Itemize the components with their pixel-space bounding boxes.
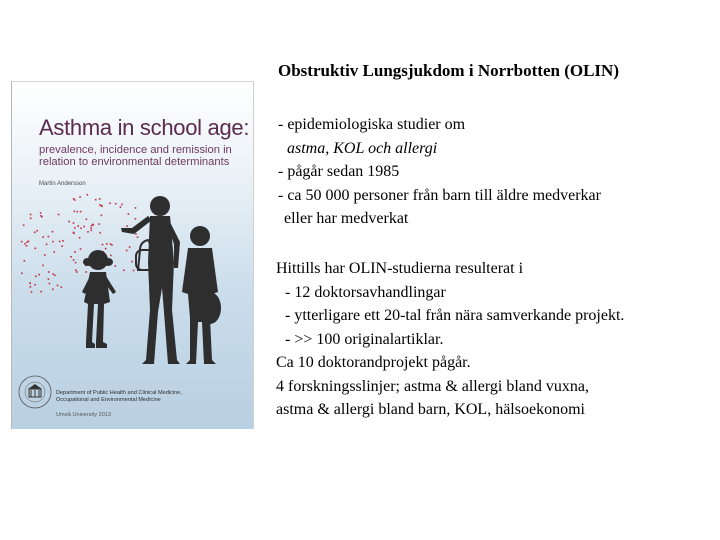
particle-dot bbox=[115, 203, 117, 205]
particle-dot bbox=[85, 271, 87, 273]
children-silhouette-illustration bbox=[12, 192, 253, 372]
particle-dot bbox=[26, 245, 28, 247]
particle-dot bbox=[73, 232, 75, 234]
particle-dot bbox=[133, 270, 135, 272]
cover-subtitle: prevalence, incidence and remission in relation to environmental determinants bbox=[39, 144, 232, 169]
particle-dot bbox=[54, 251, 56, 253]
particle-dot bbox=[46, 244, 48, 246]
particle-dot bbox=[23, 224, 25, 226]
particle-dot bbox=[36, 230, 38, 232]
particle-dot bbox=[80, 228, 82, 230]
particle-dot bbox=[101, 215, 103, 217]
particle-dot bbox=[52, 273, 54, 275]
text-line: - >> 100 originalartiklar. bbox=[285, 330, 444, 348]
particle-dot bbox=[58, 214, 60, 216]
cover-title: Asthma in school age: bbox=[39, 115, 250, 140]
particle-dot bbox=[38, 274, 40, 276]
particle-dot bbox=[40, 291, 42, 293]
particle-dot bbox=[74, 227, 76, 229]
particle-dot bbox=[35, 276, 37, 278]
particle-dot bbox=[21, 241, 23, 243]
particle-dot bbox=[121, 204, 123, 206]
particle-dots bbox=[21, 194, 138, 293]
particle-dot bbox=[99, 198, 101, 200]
particle-dot bbox=[40, 215, 42, 217]
particle-dot bbox=[106, 243, 108, 245]
particle-dot bbox=[86, 218, 88, 220]
particle-dot bbox=[98, 223, 100, 225]
particle-dot bbox=[77, 211, 79, 213]
particle-dot bbox=[49, 283, 51, 285]
book-cover bbox=[11, 81, 254, 429]
results-block bbox=[276, 257, 624, 422]
particle-dot bbox=[102, 244, 104, 246]
particle-dot bbox=[34, 232, 36, 234]
text-line: astma & allergi bland barn, KOL, hälsoekonomi bbox=[276, 401, 585, 418]
particle-dot bbox=[115, 265, 117, 267]
particle-dot bbox=[95, 199, 97, 201]
particle-dot bbox=[42, 236, 44, 238]
particle-dot bbox=[99, 204, 101, 206]
particle-dot bbox=[40, 212, 42, 214]
study-facts-block bbox=[278, 113, 601, 231]
particle-dot bbox=[75, 269, 77, 271]
particle-dot bbox=[70, 256, 72, 258]
particle-dot bbox=[135, 207, 137, 209]
particle-dot bbox=[30, 218, 32, 220]
particle-dot bbox=[28, 241, 30, 243]
particle-dot bbox=[74, 211, 76, 213]
particle-dot bbox=[54, 275, 56, 277]
particle-dot bbox=[74, 251, 76, 253]
text-line: - 12 doktorsavhandlingar bbox=[285, 283, 446, 301]
slide-heading: Obstruktiv Lungsjukdom i Norrbotten (OLIN) bbox=[278, 61, 619, 80]
particle-dot bbox=[92, 224, 94, 226]
text-line: 4 forskningsslinjer; astma & allergi bland vuxna, bbox=[276, 377, 589, 395]
text-line: eller har medverkat bbox=[284, 210, 409, 227]
particle-dot bbox=[120, 206, 122, 208]
particle-dot bbox=[48, 278, 50, 280]
cover-author: Martin Andersson bbox=[39, 181, 86, 187]
particle-dot bbox=[29, 283, 31, 285]
particle-dot bbox=[80, 211, 82, 213]
particle-dot bbox=[59, 241, 61, 243]
particle-dot bbox=[62, 240, 64, 242]
particle-dot bbox=[75, 262, 77, 264]
text-line: - ca 50 000 personer från barn till äldre medverkar bbox=[278, 186, 601, 204]
particle-dot bbox=[123, 270, 125, 272]
particle-dot bbox=[52, 241, 54, 243]
text-line: - epidemiologiska studier om bbox=[278, 116, 466, 133]
text-line: - pågår sedan 1985 bbox=[278, 163, 400, 180]
particle-dot bbox=[80, 248, 82, 250]
particle-dot bbox=[24, 243, 26, 245]
particle-dot bbox=[48, 271, 50, 273]
particle-dot bbox=[44, 254, 46, 256]
particle-dot bbox=[30, 286, 32, 288]
particle-dot bbox=[73, 198, 75, 200]
particle-dot bbox=[83, 226, 85, 228]
university-seal-logo bbox=[17, 372, 53, 412]
particle-dot bbox=[135, 218, 137, 220]
particle-dot bbox=[128, 213, 130, 215]
particle-dot bbox=[109, 203, 111, 205]
particle-dot bbox=[61, 245, 63, 247]
particle-dot bbox=[126, 225, 128, 227]
particle-dot bbox=[73, 259, 75, 261]
particle-dot bbox=[129, 246, 131, 248]
particle-dot bbox=[87, 194, 89, 196]
particle-dot bbox=[79, 196, 81, 198]
text-line: Hittills har OLIN-studierna resulterat i bbox=[276, 260, 524, 277]
particle-dot bbox=[110, 243, 112, 245]
particle-dot bbox=[135, 233, 137, 235]
particle-dot bbox=[91, 230, 93, 232]
particle-dot bbox=[42, 265, 44, 267]
particle-dot bbox=[101, 206, 103, 208]
particle-dot bbox=[21, 273, 23, 275]
children-silhouettes bbox=[82, 196, 221, 364]
particle-dot bbox=[26, 242, 28, 244]
particle-dot bbox=[24, 260, 26, 262]
particle-dot bbox=[35, 248, 37, 250]
particle-dot bbox=[126, 250, 128, 252]
particle-dot bbox=[110, 255, 112, 257]
particle-dot bbox=[111, 244, 113, 246]
particle-dot bbox=[137, 236, 139, 238]
particle-dot bbox=[77, 225, 79, 227]
particle-dot bbox=[31, 291, 33, 293]
particle-dot bbox=[73, 222, 75, 224]
particle-dot bbox=[90, 227, 92, 229]
particle-dot bbox=[61, 286, 63, 288]
particle-dot bbox=[105, 248, 107, 250]
particle-dot bbox=[131, 261, 133, 263]
particle-dot bbox=[57, 285, 59, 287]
particle-dot bbox=[87, 231, 89, 233]
particle-dot bbox=[30, 214, 32, 216]
particle-dot bbox=[52, 289, 54, 291]
cover-university: Umeå University 2013 bbox=[56, 412, 112, 418]
cover-department: Department of Public Health and Clinical Medicine, Occupational and Environmental Medicine bbox=[56, 390, 182, 403]
text-line: - ytterligare ett 20-tal från nära samverkande projekt. bbox=[285, 307, 625, 324]
particle-dot bbox=[48, 236, 50, 238]
text-line: Ca 10 doktorandprojekt pågår. bbox=[276, 354, 471, 371]
particle-dot bbox=[34, 284, 36, 286]
particle-dot bbox=[79, 237, 81, 239]
text-line: astma, KOL och allergi bbox=[287, 139, 438, 157]
particle-dot bbox=[76, 271, 78, 273]
particle-dot bbox=[52, 231, 54, 233]
particle-dot bbox=[68, 221, 70, 223]
particle-dot bbox=[99, 232, 101, 234]
